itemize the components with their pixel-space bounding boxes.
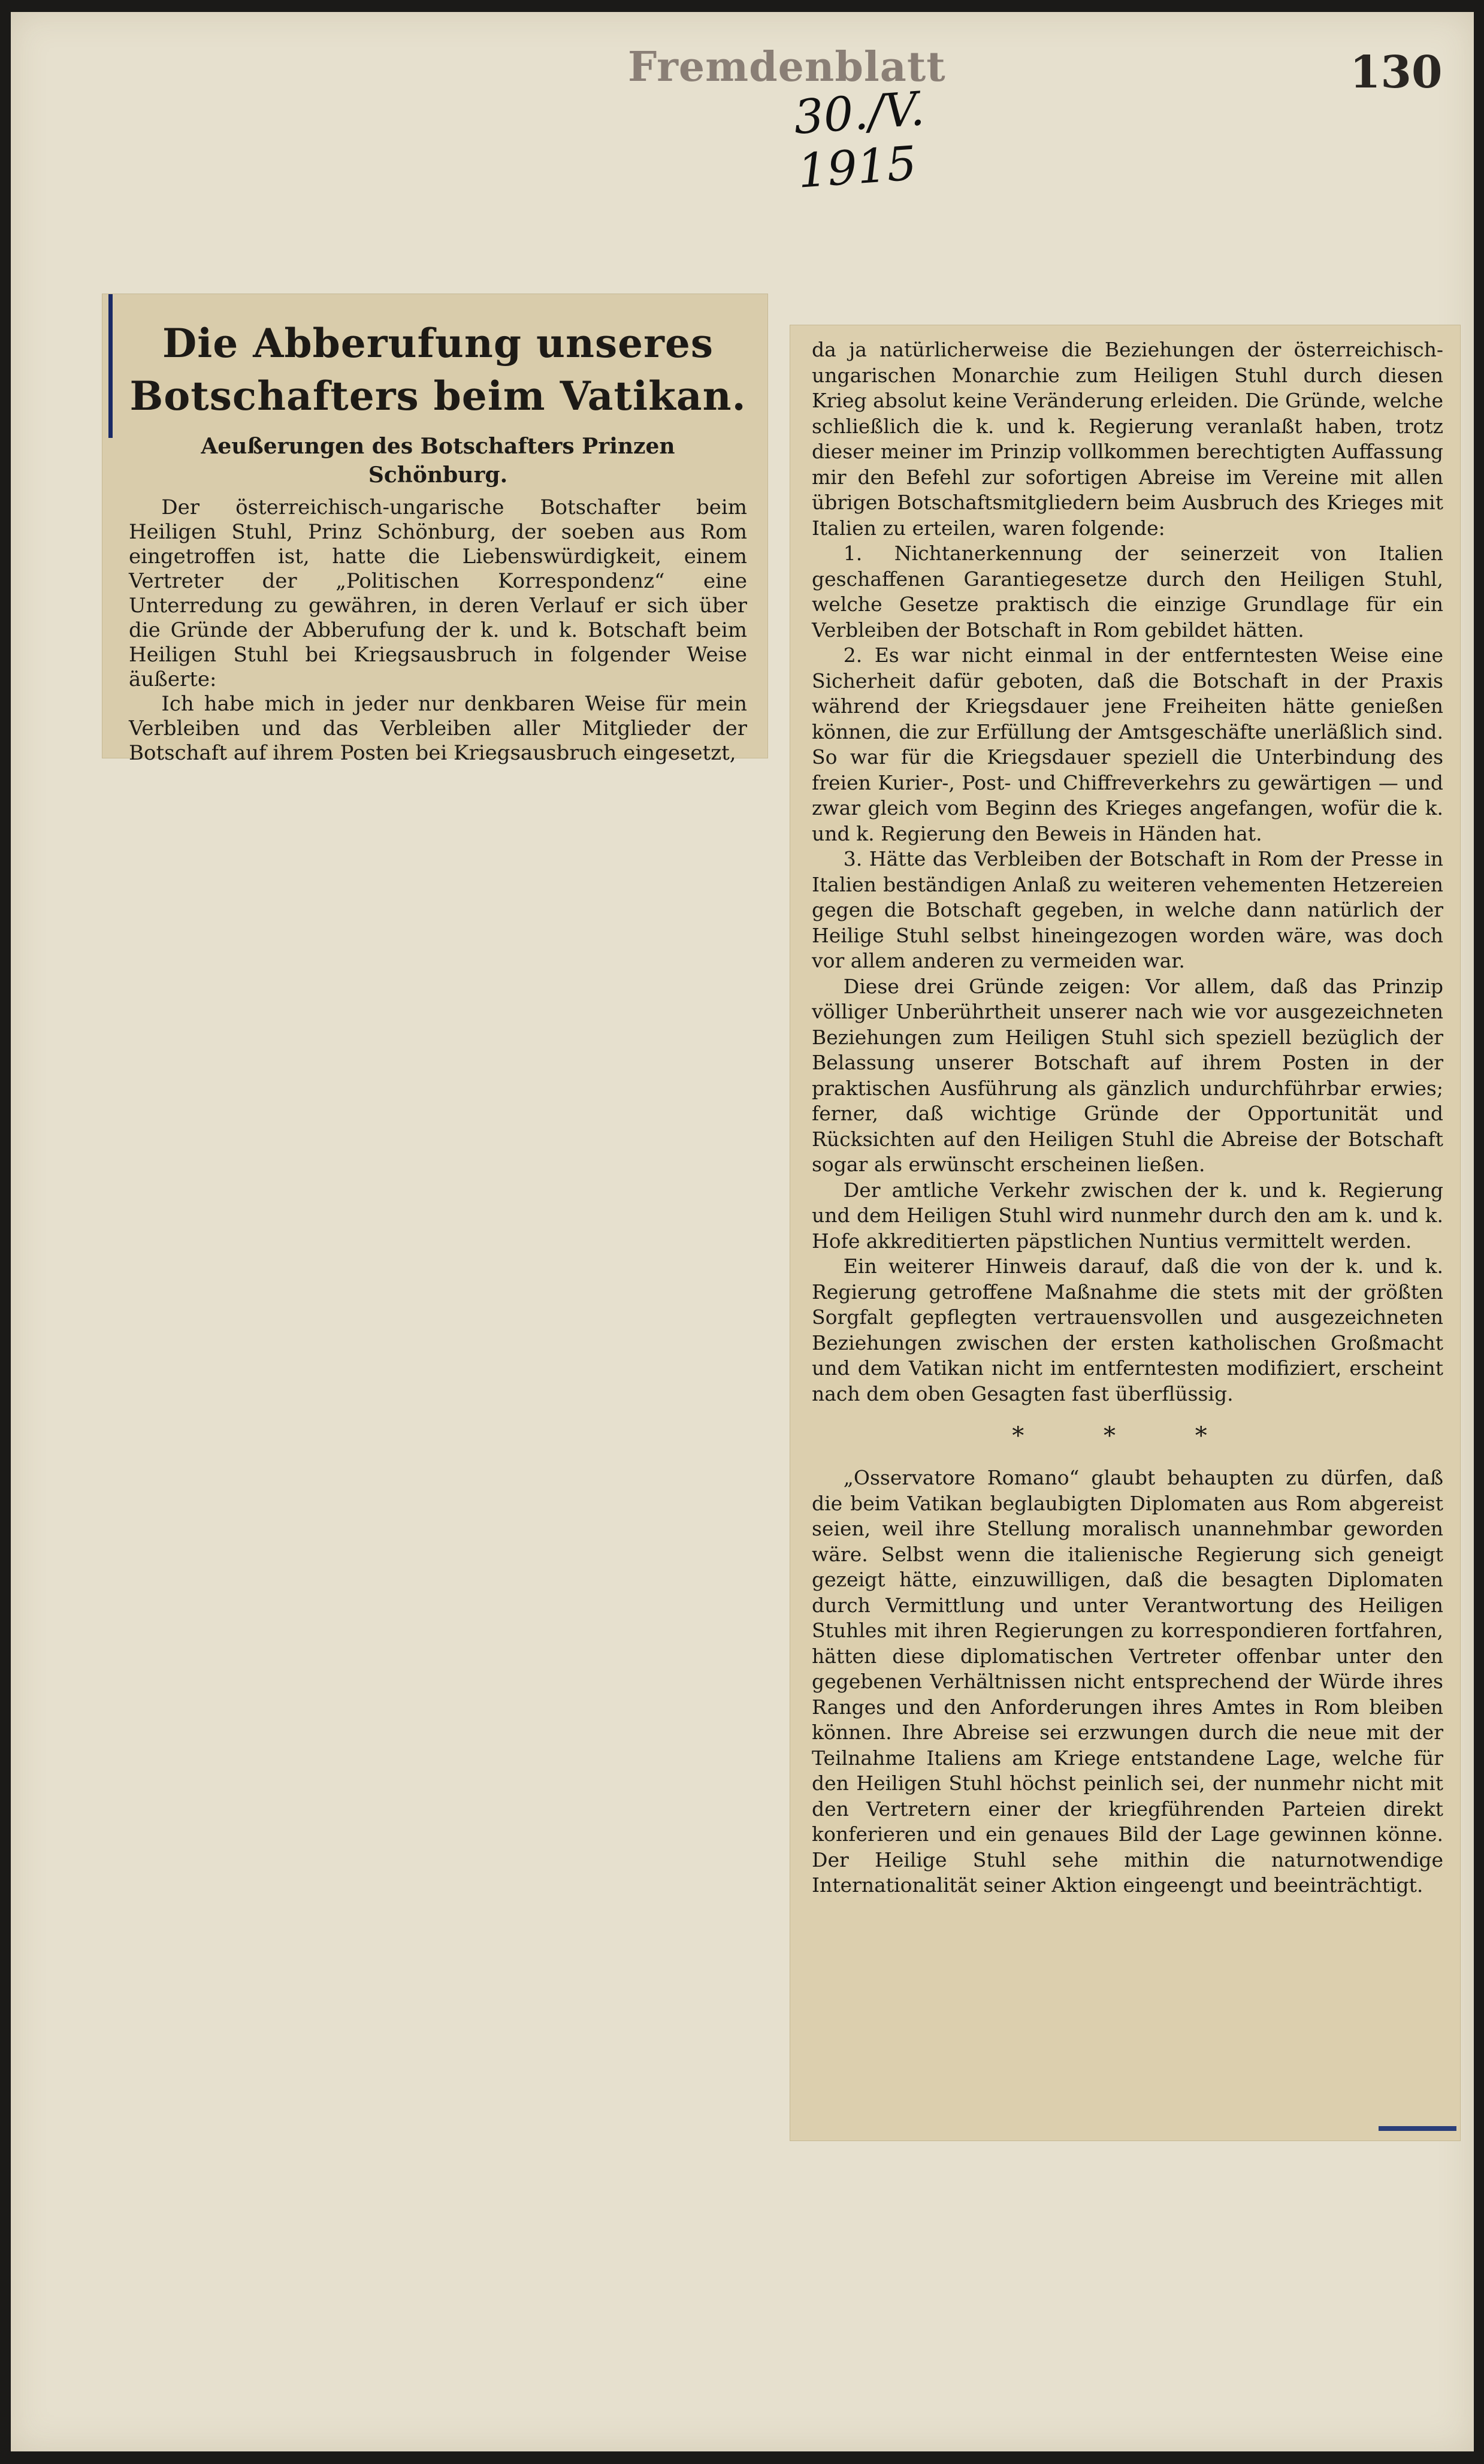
right-paragraph: Diese drei Gründe zeigen: Vor allem, daß das Prinzip völliger Unberührtheit unserer nach wie vor ausgezeichneten Beziehungen zum Heiligen Stuhl sich speziell bezüglich der Belassung unserer Botschaft auf ihrem Posten in der praktischen Ausführung als gänzlich undurchführbar erwies; ferner, daß wichtige Gründe der Opportunität und Rücksichten auf den Heiligen Stuhl die Abreise der Botschaft sogar als erwünscht erscheinen ließen. (812, 974, 1443, 1176)
article-subheadline: Aeußerungen des Botschafters Prinzen Schönburg. (201, 434, 675, 488)
right-paragraph: da ja natürlicherweise die Beziehungen der österreichisch-ungarischen Monarchie zum Heiligen Stuhl durch diesen Krieg absolut keine Veränderung erleiden. Die Gründe, welche schließlich die k. und k. Regierung veranlaßt haben, trotz dieser meiner im Prinzip vollkommen berechtigten Auffassung mir den Befehl zur sofortigen Abreise im Vereine mit allen übrigen Botschaftsmitgliedern beim Ausbruch des Krieges mit Italien zu erteilen, waren folgende: (812, 338, 1443, 540)
newspaper-stamp: Fremdenblatt (628, 43, 946, 91)
right-clipping (790, 325, 1461, 2141)
right-paragraph: Ein weiterer Hinweis darauf, daß die von der k. und k. Regierung getroffene Maßnahme die stets mit der größten Sorgfalt gepflegten vertrauensvollen und ausgezeichneten Beziehungen zwischen der ersten katholischen Großmacht und dem Vatikan nicht im entferntesten modifiziert, erscheint nach dem oben Gesagten fast überflüssig. (812, 1254, 1443, 1405)
right-paragraph: 2. Es war nicht einmal in der entferntesten Weise eine Sicherheit dafür geboten, daß die Botschaft in der Praxis während der Kriegsdauer jene Freiheiten hätte genießen können, die zur Erfüllung der Amtsgeschäfte unerläßlich sind. So war für die Kriegsdauer speziell die Unterbindung des freien Kurier-, Post- und Chiffreverkehrs zu gewärtigen — und zwar gleich vom Beginn des Krieges angefangen, wofür die k. und k. Regierung den Beweis in Händen hat. (812, 643, 1443, 845)
right-paragraph: 3. Hätte das Verbleiben der Botschaft in Rom der Presse in Italien beständigen Anlaß zu weiteren vehementen Hetzereien gegen die Botschaft gegeben, in welche dann natürlich der Heilige Stuhl selbst hineingezogen worden wäre, was doch vor allem anderen zu vermeiden war. (812, 847, 1443, 972)
handwritten-date: 30./V. 1915 (792, 81, 926, 199)
right-paragraph: Der amtliche Verkehr zwischen der k. und k. Regierung und dem Heiligen Stuhl wird nunmehr durch den am k. und k. Hofe akkreditierten päpstlichen Nuntius vermittelt werden. (812, 1178, 1443, 1253)
archive-sheet (11, 12, 1474, 2451)
left-paragraph: Der österreichisch-ungarische Botschafter beim Heiligen Stuhl, Prinz Schönburg, der soeben aus Rom eingetroffen ist, hatte die Liebenswürdigkeit, einem Vertreter der „Politischen Korrespondenz“ eine Unterredung zu gewähren, in deren Verlauf er sich über die Gründe der Abberufung der k. und k. Botschaft beim Heiligen Stuhl bei Kriegsausbruch in folgender Weise äußerte: (129, 495, 747, 691)
left-paragraph: Ich habe mich in jeder nur denkbaren Weise für mein Verbleiben und das Verbleiben aller Mitglieder der Botschaft auf ihrem Posten bei Kriegsausbruch eingesetzt, (129, 692, 747, 765)
section-separator: * * * (1012, 1422, 1243, 1450)
closing-paragraph: „Osservatore Romano“ glaubt behaupten zu dürfen, daß die beim Vatikan beglaubigten Diplomaten aus Rom abgereist seien, weil ihre Stellung moralisch unannehmbar geworden wäre. Selbst wenn die italienische Regierung sich geneigt gezeigt hätte, einzuwilligen, daß die besagten Diplomaten durch Vermittlung und unter Verantwortung des Heiligen Stuhles mit ihren Regierungen zu korrespondieren fortfahren, hätten diese diplomatischen Vertreter offenbar unter den gegebenen Verhältnissen nicht entsprechend der Würde ihres Ranges und den Anforderungen ihres Amtes in Rom bleiben können. Ihre Abreise sei erzwungen durch die neue mit der Teilnahme Italiens am Kriege entstandene Lage, welche für den Heiligen Stuhl höchst peinlich sei, der nunmehr nicht mit den Vertretern einer der kriegführenden Parteien direkt konferieren und ein genaues Bild der Lage gewinnen könne. Der Heilige Stuhl sehe mithin die naturnotwendige Internationalität seiner Aktion eingeengt und beeinträchtigt. (812, 1466, 1443, 1897)
right-paragraph: 1. Nichtanerkennung der seinerzeit von Italien geschaffenen Garantiegesetze durch den Heiligen Stuhl, welche Gesetze praktisch die einzige Grundlage für ein Verbleiben der Botschaft in Rom gebildet hätten. (812, 542, 1443, 642)
article-headline: Die Abberufung unseres Botschafters beim Vatikan. (129, 320, 746, 419)
left-clipping (102, 294, 768, 765)
page-number: 130 (1350, 47, 1443, 98)
